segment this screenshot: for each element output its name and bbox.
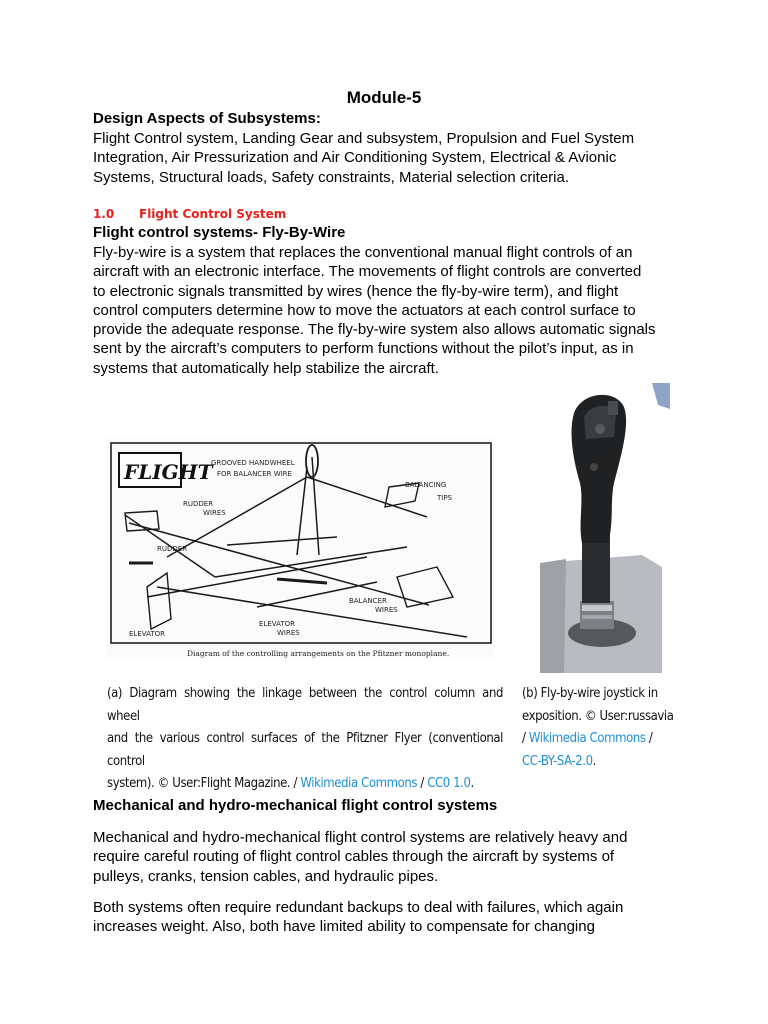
fly-by-wire-heading: Flight control systems- Fly-By-Wire (93, 224, 346, 241)
caption-separator: / (417, 776, 428, 791)
text-line: Flight Control system, Landing Gear and subsystem, Propulsion and Fuel System (93, 130, 635, 147)
text-line: increases weight. Also, both have limited ability to compensate for changing (93, 918, 595, 936)
label-grooved: GROOVED HANDWHEEL (211, 459, 295, 467)
mechanical-heading: Mechanical and hydro-mechanical flight control systems (93, 797, 498, 814)
wikimedia-commons-link[interactable]: Wikimedia Commons (300, 776, 418, 791)
section-title: Flight Control System (139, 207, 287, 221)
text-line: Fly-by-wire is a system that replaces the conventional manual flight controls of an (93, 244, 633, 261)
text-line: systems that automatically help stabilize the aircraft. (93, 359, 439, 377)
section-number: 1.0 (93, 207, 115, 221)
fly-by-wire-paragraph (93, 243, 693, 378)
caption-line (107, 773, 503, 796)
mechanical-paragraph-1 (93, 828, 693, 886)
cc0-link[interactable]: CC0 1.0 (427, 776, 471, 791)
text-line: to electronic signals transmitted by wires (hence the fly-by-wire term), and flight (93, 282, 619, 300)
wikimedia-commons-link[interactable]: Wikimedia Commons (528, 731, 646, 746)
text-line: Mechanical and hydro-mechanical flight control systems are relatively heavy and (93, 829, 628, 846)
label-rudder-wires: RUDDER (183, 500, 214, 508)
text-line: provide the adequate response. The fly-by-wire system also allows automatic signals (93, 321, 656, 339)
text-line: Systems, Structural loads, Safety constraints, Material selection criteria. (93, 168, 570, 186)
design-aspects-paragraph (93, 129, 693, 187)
diagram-caption: Diagram of the controlling arrangements on the Pfitzner monoplane. (187, 649, 450, 658)
label-grooved-2: FOR BALANCER WIRE (217, 470, 292, 478)
label-elevator: ELEVATOR (129, 630, 165, 638)
label-balancing: BALANCING (405, 481, 447, 489)
text-line: aircraft with an electronic interface. The movements of flight controls are converted (93, 263, 642, 281)
label-elevator-wires-2: WIRES (277, 629, 300, 637)
label-elevator-wires: ELEVATOR (259, 620, 295, 628)
caption-line (522, 751, 678, 774)
caption-end: . (592, 753, 596, 769)
text-line: pulleys, cranks, tension cables, and hydraulic pipes. (93, 867, 439, 885)
module-title: Module-5 (346, 88, 422, 107)
caption-line: and the various control surfaces of the Pfitzner Flyer (conventional control (107, 731, 503, 769)
mechanical-paragraph-2 (93, 898, 693, 937)
text-line: sent by the aircraft’s computers to perform functions without the pilot’s input, as in (93, 340, 634, 358)
figure-b-caption (522, 683, 678, 773)
figure-a-caption (107, 683, 503, 796)
caption-line (522, 728, 678, 751)
joystick-photo (522, 383, 670, 673)
text-line: Both systems often require redundant backups to deal with failures, which again (93, 899, 624, 916)
text-line: Integration, Air Pressurization and Air Conditioning System, Electrical & Avionic (93, 149, 617, 167)
caption-line: (a) Diagram showing the linkage between the control column and wheel (107, 686, 503, 724)
text-line: require careful routing of flight control cables through the aircraft by systems of (93, 848, 615, 866)
cc-by-sa-link[interactable]: CC-BY-SA-2.0 (522, 753, 593, 769)
caption-text: system). © User:Flight Magazine. / (107, 776, 301, 791)
label-rudder: RUDDER (157, 545, 188, 553)
caption-line: (b) Fly-by-wire joystick in (522, 686, 658, 701)
text-line: control computers determine how to move the actuators at each control surface to (93, 301, 636, 319)
caption-line: exposition. © User:russavia (522, 708, 674, 724)
caption-end: . (470, 776, 474, 791)
label-balancer-wires: BALANCER (349, 597, 387, 605)
label-balancer-wires-2: WIRES (375, 606, 398, 614)
design-aspects-heading: Design Aspects of Subsystems: (93, 110, 321, 127)
caption-text: / (645, 731, 653, 746)
label-rudder-wires-2: WIRES (203, 509, 226, 517)
control-linkage-diagram (107, 437, 495, 659)
caption-text: / (522, 731, 529, 746)
flight-logo: FLIGHT (124, 460, 213, 484)
label-tips: TIPS (437, 494, 453, 502)
